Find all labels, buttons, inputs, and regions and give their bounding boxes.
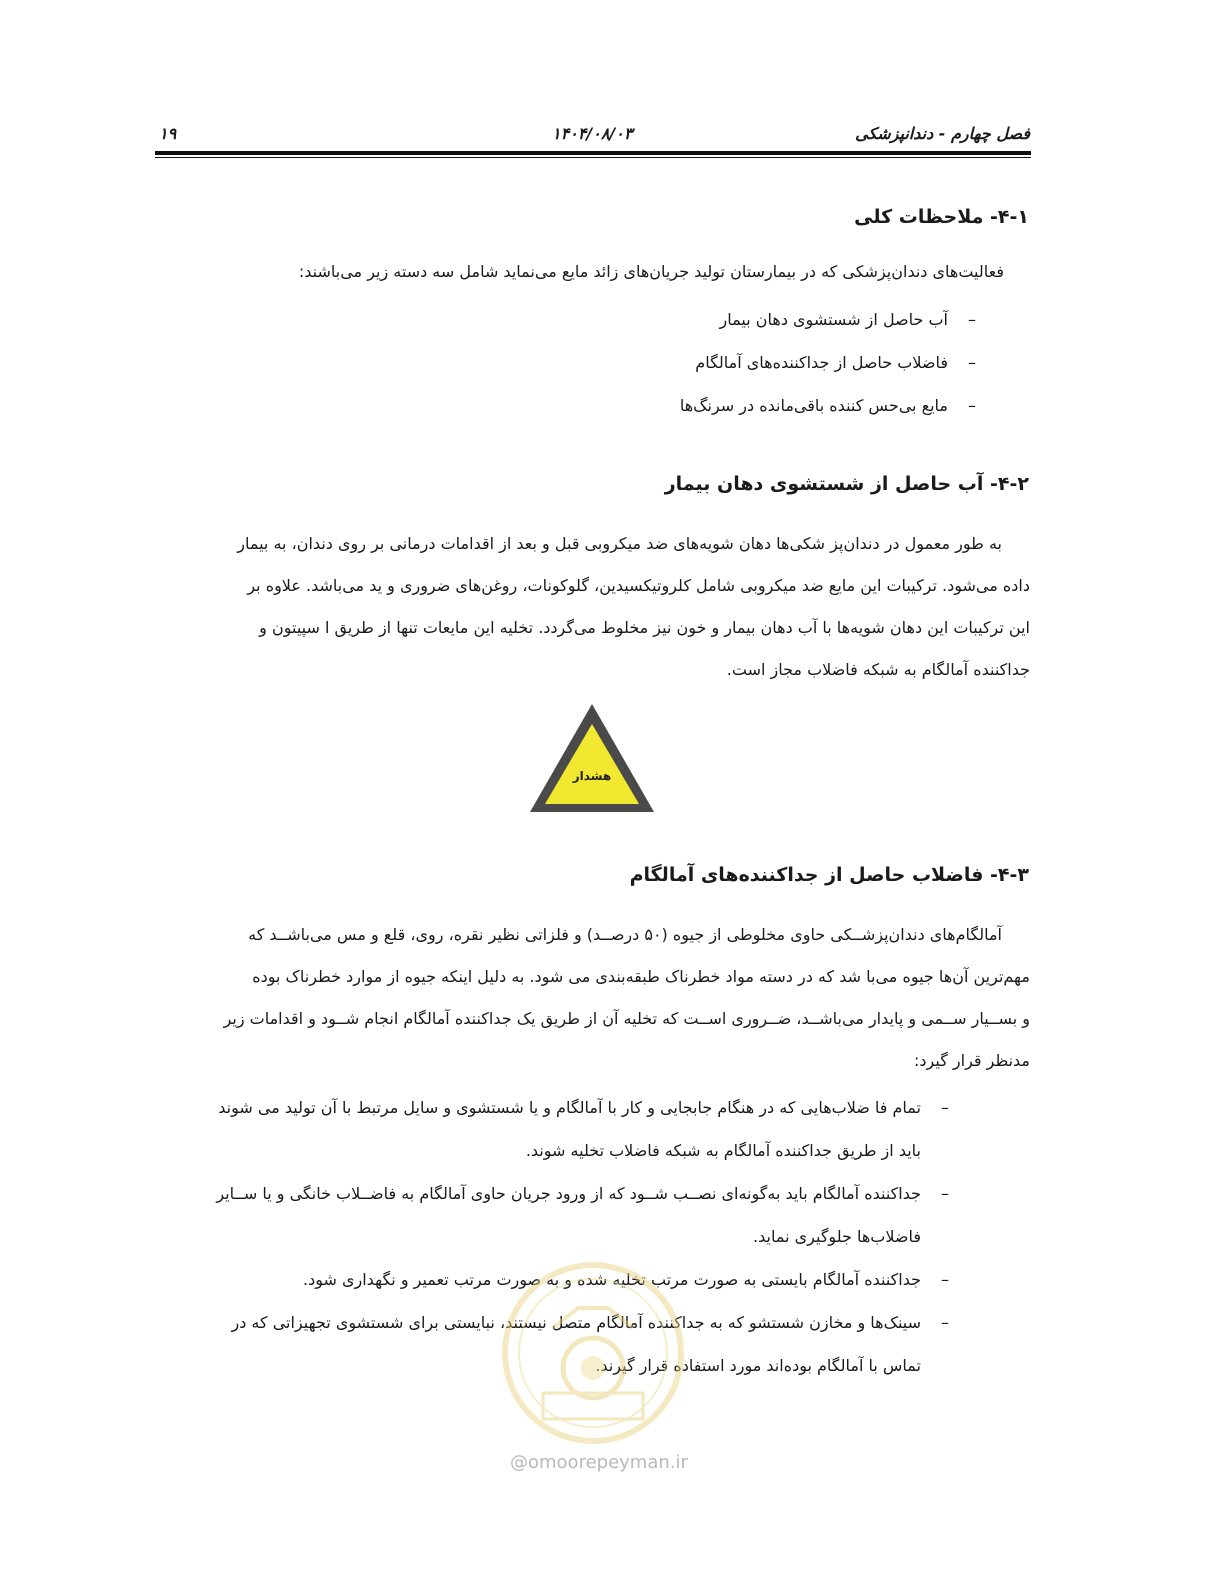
list-item-text: فاضلاب حاصل از جداکننده‌های آمالگام: [695, 353, 948, 372]
list-item-line: جداکننده آمالگام باید به‌گونه‌ای نصــب شــود که از ورود جریان حاوی آمالگام به فاضــلاب خانگی و یا ســایر: [216, 1184, 921, 1203]
paragraph: [158, 523, 1030, 691]
header-rule-thin: [155, 157, 1031, 158]
warning-sign-icon: [528, 702, 656, 814]
bullet-dash: –: [941, 1098, 949, 1117]
watermark-text: @omoorepeyman.ir: [510, 1452, 688, 1473]
paragraph-line: داده می‌شود. ترکیبات این مایع ضد میکروبی شامل کلروتیکسیدین، گلوکونات، روغن‌های ضروری و ید می‌باشد. علاوه بر: [247, 576, 1030, 595]
watermark-seal-icon: [498, 1258, 688, 1448]
page-number: ۱۹: [159, 124, 177, 143]
paragraph-line: مهم‌ترین آن‌ها جیوه می‌با شد که در دسته مواد خطرناک طبقه‌بندی می شود. به دلیل اینکه جیوه از موارد خطرناک بوده: [252, 967, 1030, 986]
list-item: [680, 341, 976, 384]
paragraph-line: آمالگام‌های دندان‌پزشــکی حاوی مخلوطی از جیوه (۵۰ درصــد) و فلزاتی نظیر نقره، روی، قلع و مس می‌باشــد که: [248, 925, 1002, 944]
section-heading-4-3: ۴-۳- فاضلاب حاصل از جداکننده‌های آمالگام: [629, 864, 1029, 886]
chapter-title: فصل چهارم - دندانپزشکی: [855, 124, 1030, 143]
bullet-dash: –: [941, 1270, 949, 1289]
list-item: [158, 1086, 949, 1172]
list-item-line: جداکننده آمالگام بایستی به صورت مرتب تخلیه شده و به صورت مرتب تعمیر و نگهداری شود.: [303, 1270, 921, 1289]
list-item-line: تماس با آمالگام بوده‌اند مورد استفاده قرار گیرند.: [595, 1356, 921, 1375]
bullet-dash: –: [968, 310, 976, 329]
paragraph-line: این ترکیبات این دهان شویه‌ها با آب دهان بیمار و خون نیز مخلوط می‌گردد. تخلیه این مایعات تنها از طریق ا سپیتون و: [259, 618, 1030, 637]
list-item-line: تمام فا ضلاب‌هایی که در هنگام جابجایی و کار با آمالگام و یا شستشوی و سایل مرتبط با آن تولید می شوند: [218, 1098, 921, 1117]
bullet-dash: –: [941, 1313, 949, 1332]
section-intro: فعالیت‌های دندان‌پزشکی که در بیمارستان تولید جریان‌های زائد مایع می‌نماید شامل سه دسته زیر می‌باشند:: [298, 262, 1004, 281]
list-item: [158, 1172, 949, 1258]
bullet-dash: –: [941, 1184, 949, 1203]
list-item-line: باید از طریق جداکننده آمالگام به شبکه فاضلاب تخلیه شوند.: [525, 1141, 921, 1160]
list-item-text: مایع بی‌حس کننده باقی‌مانده در سرنگ‌ها: [679, 396, 948, 415]
warning-label: هشدار: [572, 769, 612, 783]
bullet-dash: –: [968, 353, 976, 372]
header-date: ۱۴۰۴/۰۸/۰۳: [552, 124, 633, 143]
bullet-list: [680, 298, 976, 427]
paragraph-line: جداکننده آمالگام به شبکه فاضلاب مجاز است.: [726, 660, 1030, 679]
paragraph-line: به طور معمول در دندان‌پز شکی‌ها دهان شویه‌های ضد میکروبی قبل و بعد از اقدامات درمانی بر روی دندان، به بیمار: [237, 534, 1002, 553]
paragraph-line: و بســیار ســمی و پایدار می‌باشــد، ضــروری اســت که تخلیه آن از طریق یک جداکننده آمالگام انجام شــود و اقدامات زیر: [223, 1009, 1030, 1028]
list-item-line: سینک‌ها و مخازن شستشو که به جداکننده آمالگام متصل نیستند، نبایستی برای شستشوی تجهیزاتی که در: [231, 1313, 921, 1332]
paragraph: [158, 914, 1030, 1082]
list-item-line: فاضلاب‌ها جلوگیری نماید.: [753, 1227, 921, 1246]
paragraph-line: مدنظر قرار گیرد:: [914, 1051, 1030, 1070]
list-item: [680, 384, 976, 427]
section-heading-4-2: ۴-۲- آب حاصل از شستشوی دهان بیمار: [664, 473, 1029, 495]
section-heading-4-1: ۴-۱- ملاحظات کلی: [854, 206, 1029, 228]
bullet-dash: –: [968, 396, 976, 415]
header-rule: [155, 151, 1031, 155]
list-item: [680, 298, 976, 341]
list-item-text: آب حاصل از شستشوی دهان بیمار: [719, 310, 948, 329]
